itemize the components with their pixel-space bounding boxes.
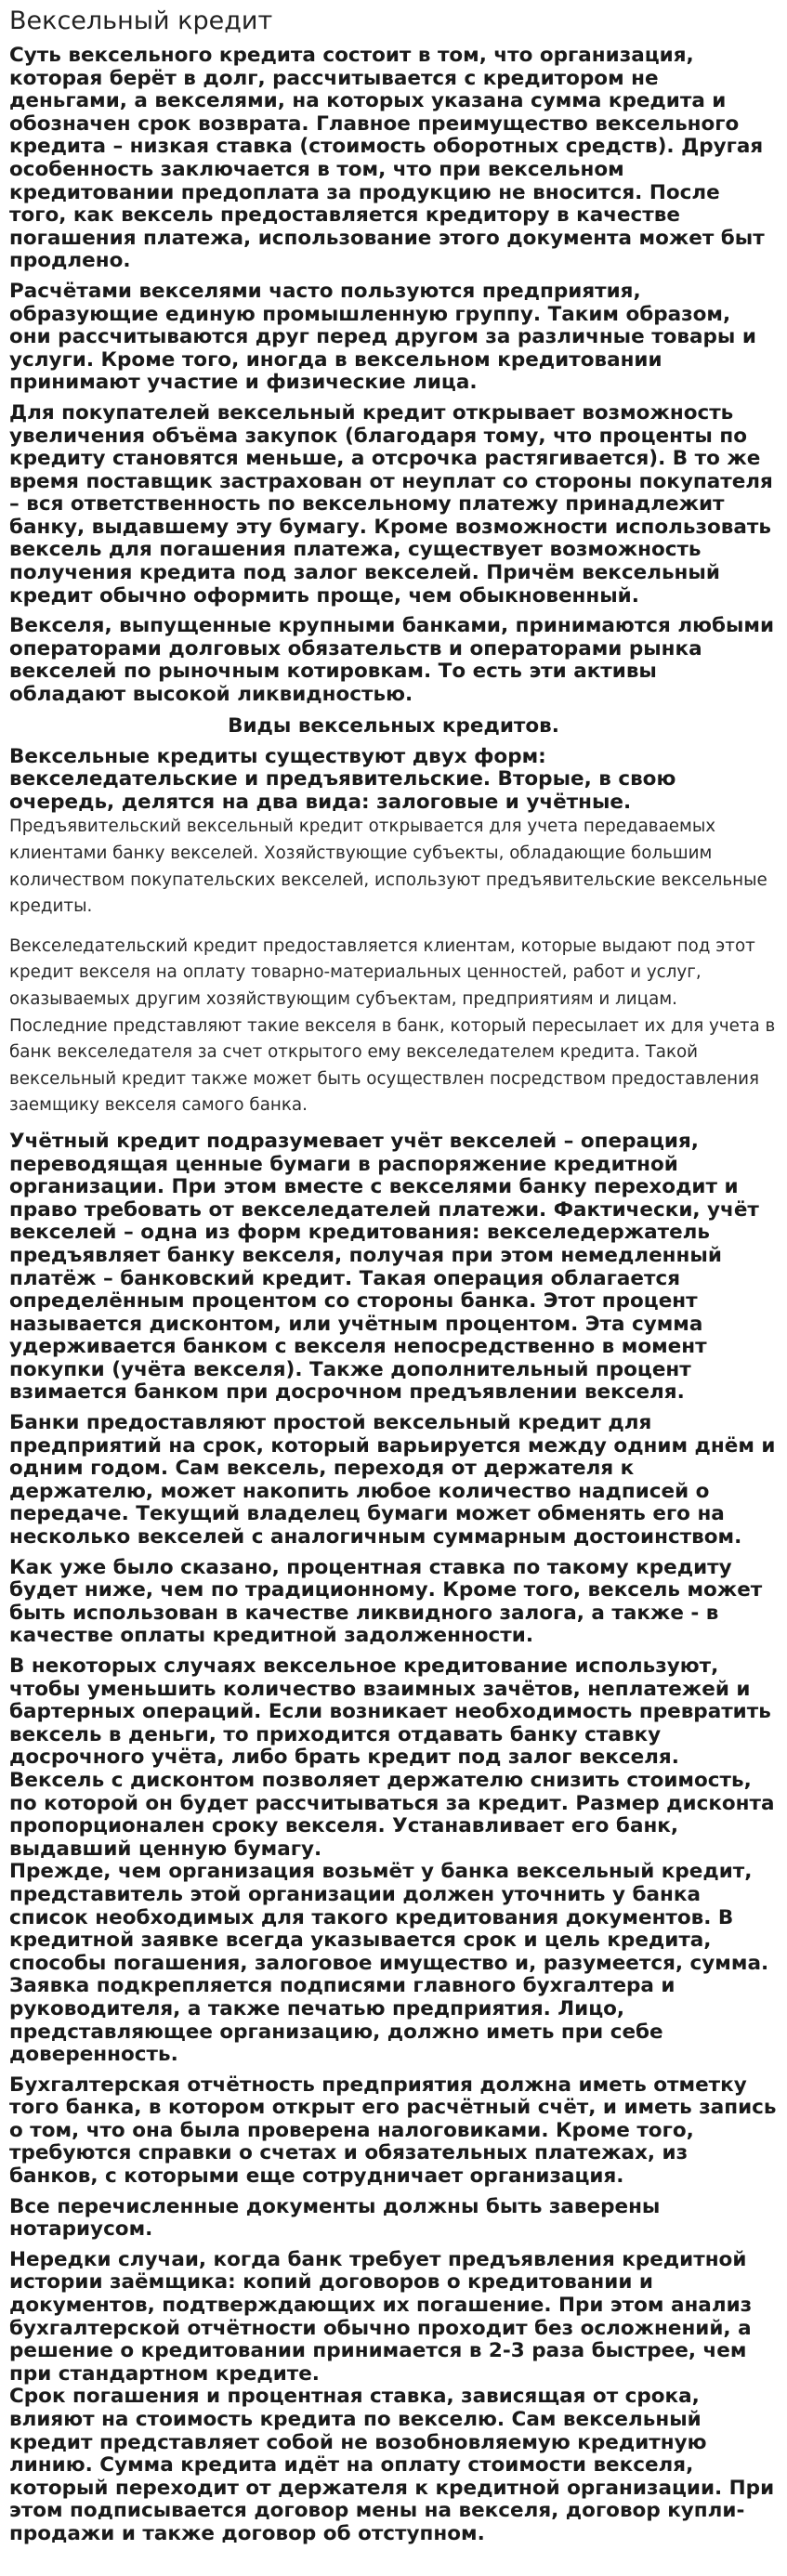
paragraph-discount-credit: Учётный кредит подразумевает учёт векселей – операция, переводящая ценные бумаги в распоряжение кредитной организации. При этом вместе с векселями банку переходит и право требовать от векселедателей платежи. Фактически, учёт векселей – одна из форм кредитования: векселедержатель предъявляет банку векселя, получая при этом немедленный платёж – банковский кредит. Такая операция облагается определённым процентом со стороны банка. Этот процент называется дисконтом, или учётным процентом. Эта сумма удерживается банком с векселя непосредственно в момент покупки (учёта векселя). Также дополнительный процент взимается банком при досрочном предъявлении векселя. bbox=[9, 1129, 759, 1405]
paragraph-drawer-credit: Векселедательский кредит предоставляется клиентам, которые выдают под этот кредит векселя на оплату товарно-материальных ценностей, работ и услуг, оказываемых другим хозяйствующим субъектам, предприятиям и лицам. Последние представляют такие векселя в банк, который пересылает их для учета в банк векселедателя за счет открытого ему векселедателем кредита. Такой вексельный кредит также может быть осуществлен посредством предоставления заемщику векселя самого банка. bbox=[9, 935, 776, 1116]
paragraph-credit-forms: Вексельные кредиты существуют двух форм: векселедательские и предъявительские. Вторые, в свою очередь, делятся на два вида: залоговые и учётные. bbox=[9, 744, 676, 814]
paragraph-cost: Срок погашения и процентная ставка, зависящая от срока, влияют на стоимость кредита по векселю. Сам вексельный кредит представляет собой не возобновляемую кредитную линию. Сумма кредита идёт на оплату стоимости векселя, который переходит от держателя к кредитной организации. При этом подписывается договор мены на векселя, договор купли-продажи и также договор об отступном. bbox=[9, 2385, 775, 2545]
paragraph-barter: В некоторых случаях вексельное кредитование используют, чтобы уменьшить количество взаимных зачётов, неплатежей и бартерных операций. Если возникает необходимость превратить вексель в деньги, то приходится отдавать банку ставку досрочного учёта, либо брать кредит под залог векселя. Вексель с дисконтом позволяет держателю снизить стоимость, по которой он будет рассчитываться за кредит. Размер дисконта пропорционален сроку векселя. Устанавливает его банк, выдавший ценную бумагу. bbox=[9, 1654, 775, 1861]
paragraph-credit-history: Нередки случаи, когда банк требует предъявления кредитной истории заёмщика: копий договоров о кредитовании и документов, подтверждающих их погашение. При этом анализ бухгалтерской отчётности обычно проходит без осложнений, а решение о кредитовании принимается в 2-3 раза быстрее, чем при стандартном кредите. bbox=[9, 2247, 753, 2386]
paragraph-essence: Суть вексельного кредита состоит в том, что организация, которая берёт в долг, рассчитывается с кредитором не деньгами, а векселями, на которых указана сумма кредита и обозначен срок возврата. Главное преимущество вексельного кредита – низкая ставка (стоимость оборотных средств). Другая особенность заключается в том, что при вексельном кредитовании предоплата за продукцию не вносится. После того, как вексель предоставляется кредитору в качестве погашения платежа, использование этого документа может быт продлено. bbox=[9, 44, 765, 273]
paragraph-term: Банки предоставляют простой вексельный кредит для предприятий на срок, который варьируется между одним днём и одним годом. Сам вексель, переходя от держателя к держателю, может накопить любое количество надписей о передаче. Текущий владелец бумаги может обменять его на несколько векселей с аналогичным суммарным достоинством. bbox=[9, 1411, 776, 1550]
paragraph-documents: Прежде, чем организация возьмёт у банка вексельный кредит, представитель этой организации должен уточнить у банка список необходимых для такого кредитования документов. В кредитной заявке всегда указывается срок и цель кредита, способы погашения, залоговое имущество и, разумеется, сумма. Заявка подкрепляется подписями главного бухгалтера и руководителя, а также печатью предприятия. Лицо, представляющее организацию, должно иметь при себе доверенность. bbox=[9, 1860, 769, 2067]
paragraph-liquidity: Векселя, выпущенные крупными банками, принимаются любыми операторами долговых обязательств и операторами рынка векселей по рыночным котировкам. То есть эти активы обладают высокой ликвидностью. bbox=[9, 614, 775, 707]
section-heading: Виды вексельных кредитов. bbox=[228, 713, 559, 738]
paragraph-bearer-credit: Предъявительский вексельный кредит открывается для учета передаваемых клиентами банку векселей. Хозяйствующие субъекты, обладающие большим количеством покупательских векселей, используют предъявительские вексельные кредиты. bbox=[9, 817, 767, 917]
paragraph-notary: Все перечисленные документы должны быть заверены нотариусом. bbox=[9, 2194, 661, 2242]
paragraph-industrial-groups: Расчётами векселями часто пользуются предприятия, образующие единую промышленную группу. Таким образом, они рассчитываются друг перед другом за различные товары и услуги. Кроме того, иногда в вексельном кредитовании принимают участие и физические лица. bbox=[9, 279, 756, 395]
paragraph-accounting: Бухгалтерская отчётность предприятия должна иметь отметку того банка, в котором открыт его расчётный счёт, и иметь запись о том, что она была проверена налоговиками. Кроме того, требуются справки о счетах и обязательных платежах, из банков, с которыми еще сотрудничает организация. bbox=[9, 2073, 777, 2189]
paragraph-rate: Как уже было сказано, процентная ставка по такому кредиту будет ниже, чем по традиционному. Кроме того, вексель может быть использован в качестве ликвидного залога, а также - в качестве оплаты кредитной задолженности. bbox=[9, 1555, 763, 1648]
paragraph-buyer-benefits: Для покупателей вексельный кредит открывает возможность увеличения объёма закупок (благодаря тому, что проценты по кредиту становятся меньше, а отсрочка растягивается). В то же время поставщик застрахован от неуплат со стороны покупателя – вся ответственность по вексельному платежу принадлежит банку, выдавшему эту бумагу. Кроме возможности использовать вексель для погашения платежа, существует возможность получения кредита под залог векселей. Причём вексельный кредит обычно оформить проще, чем обыкновенный. bbox=[9, 400, 773, 608]
page-title: Вексельный кредит bbox=[9, 7, 273, 35]
